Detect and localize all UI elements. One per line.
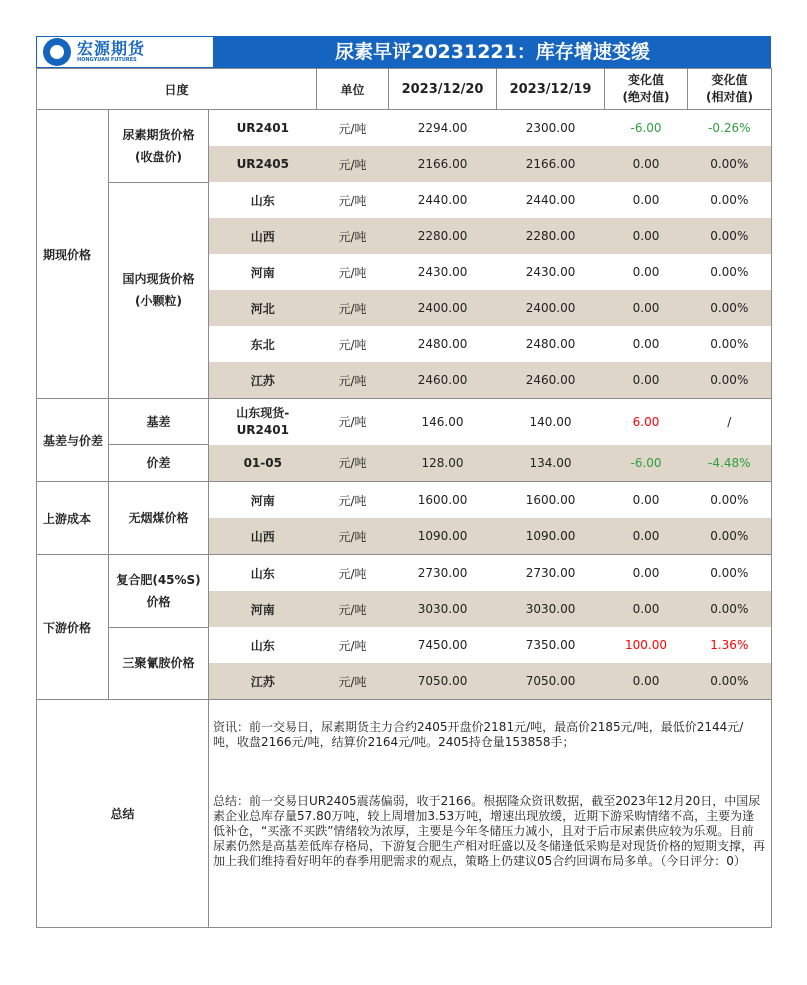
row-unit: 元/吨 — [338, 121, 367, 136]
row-item: 山东 — [250, 193, 275, 208]
group-upstream: 上游成本 — [37, 482, 109, 555]
row-unit: 元/吨 — [317, 591, 389, 627]
row-value-1: 3030.00 — [389, 591, 497, 627]
table-row — [37, 627, 772, 663]
row-rel-change: 0.00% — [688, 518, 772, 555]
row-item: 东北 — [250, 337, 275, 352]
row-rel-change: -0.26% — [688, 110, 772, 147]
row-value-2: 1600.00 — [497, 482, 605, 519]
row-item: 山东现货- UR2401 — [209, 399, 317, 445]
row-rel-change: 0.00% — [688, 218, 772, 254]
row-unit: 元/吨 — [338, 265, 367, 280]
row-unit: 元/吨 — [317, 218, 389, 254]
header-rel-change: 变化值 (相对值) — [688, 69, 772, 110]
table-row — [37, 399, 772, 445]
row-item: UR2405 — [209, 146, 317, 182]
group-basis-spread: 基差与价差 — [37, 399, 109, 482]
row-value-1: 2730.00 — [389, 555, 497, 592]
row-abs-change: 0.00 — [632, 265, 660, 279]
group-melamine: 三聚氰胺价格 — [109, 627, 209, 700]
row-unit: 元/吨 — [317, 445, 389, 482]
row-rel-change: / — [688, 399, 772, 445]
table-row — [37, 182, 772, 218]
summary-row — [37, 700, 772, 928]
row-abs-change: 0.00 — [605, 591, 688, 627]
summary-news: 资讯：前一交易日，尿素期货主力合约2405开盘价2181元/吨，最高价2185元/吨，最低价2144元/吨，收盘2166元/吨，结算价2164元/吨。2405持仓量153858手； — [213, 720, 744, 749]
row-unit: 元/吨 — [338, 193, 367, 208]
row-unit: 元/吨 — [317, 399, 389, 445]
row-abs-change: 0.00 — [632, 337, 660, 351]
report-sheet — [36, 36, 771, 928]
row-value-1: 1600.00 — [389, 482, 497, 519]
row-value-1: 2400.00 — [389, 290, 497, 326]
row-item: 山东 — [250, 638, 275, 653]
row-value-1: 7050.00 — [389, 663, 497, 700]
row-item: 河南 — [209, 482, 317, 519]
table-row — [37, 555, 772, 592]
row-item: UR2401 — [236, 121, 289, 135]
row-abs-change: 100.00 — [625, 638, 668, 652]
group-compound-fertilizer: 复合肥(45%S) 价格 — [109, 555, 209, 628]
price-table — [36, 68, 772, 928]
row-abs-change: 0.00 — [605, 362, 688, 399]
header-date-1: 2023/12/20 — [389, 69, 497, 110]
row-value-1: 2166.00 — [389, 146, 497, 182]
row-item: 山西 — [209, 518, 317, 555]
report-banner — [36, 36, 771, 68]
row-rel-change: 0.00% — [688, 362, 772, 399]
row-item: 河南 — [250, 265, 275, 280]
group-spread: 价差 — [109, 445, 209, 482]
row-rel-change: -4.48% — [688, 445, 772, 482]
row-item: 01-05 — [209, 445, 317, 482]
row-value-2: 2730.00 — [497, 555, 605, 592]
row-rel-change: 0.00% — [688, 290, 772, 326]
row-value-2: 2430.00 — [525, 265, 576, 279]
row-rel-change: 0.00% — [688, 663, 772, 700]
group-futures-spot: 期现价格 — [37, 110, 109, 399]
header-dimension: 日度 — [37, 69, 317, 110]
row-value-2: 2300.00 — [525, 121, 576, 135]
header-row — [37, 69, 772, 110]
row-item: 河南 — [209, 591, 317, 627]
row-item: 江苏 — [209, 362, 317, 399]
header-abs-change: 变化值 (绝对值) — [605, 69, 688, 110]
summary-label: 总结 — [37, 700, 209, 928]
row-unit: 元/吨 — [317, 518, 389, 555]
row-value-1: 128.00 — [389, 445, 497, 482]
table-row — [37, 445, 772, 482]
row-value-2: 3030.00 — [497, 591, 605, 627]
report-title: 尿素早评20231221：库存增速变缓 — [335, 41, 650, 63]
logo-chinese-name: 宏源期货 — [77, 39, 146, 58]
row-value-2: 2440.00 — [525, 193, 576, 207]
row-value-2: 1090.00 — [497, 518, 605, 555]
row-value-1: 1090.00 — [389, 518, 497, 555]
row-rel-change: 0.00% — [688, 254, 772, 290]
row-value-2: 7350.00 — [525, 638, 576, 652]
row-value-2: 7050.00 — [497, 663, 605, 700]
row-value-2: 2480.00 — [525, 337, 576, 351]
row-abs-change: 0.00 — [605, 218, 688, 254]
group-futures-price: 尿素期货价格 (收盘价) — [109, 110, 209, 183]
row-abs-change: 0.00 — [632, 193, 660, 207]
row-item: 山东 — [209, 555, 317, 592]
row-value-1: 2460.00 — [389, 362, 497, 399]
group-basis: 基差 — [109, 399, 209, 445]
row-value-1: 2294.00 — [417, 121, 468, 135]
row-value-1: 2280.00 — [389, 218, 497, 254]
row-rel-change: 0.00% — [688, 326, 772, 362]
row-unit: 元/吨 — [317, 663, 389, 700]
summary-content — [209, 700, 772, 928]
row-unit: 元/吨 — [317, 482, 389, 519]
row-abs-change: 0.00 — [605, 663, 688, 700]
row-value-1: 7450.00 — [417, 638, 468, 652]
row-abs-change: 0.00 — [605, 482, 688, 519]
row-unit: 元/吨 — [317, 362, 389, 399]
row-value-2: 134.00 — [497, 445, 605, 482]
row-item: 江苏 — [209, 663, 317, 700]
row-rel-change: 0.00% — [688, 555, 772, 592]
row-value-2: 2280.00 — [497, 218, 605, 254]
row-abs-change: 0.00 — [605, 290, 688, 326]
row-value-2: 2400.00 — [497, 290, 605, 326]
row-rel-change: 1.36% — [688, 627, 772, 663]
row-rel-change: 0.00% — [688, 591, 772, 627]
row-unit: 元/吨 — [338, 638, 367, 653]
group-anthracite: 无烟煤价格 — [109, 482, 209, 555]
row-item: 山西 — [209, 218, 317, 254]
row-abs-change: 0.00 — [605, 555, 688, 592]
row-value-2: 140.00 — [497, 399, 605, 445]
row-abs-change: 6.00 — [605, 399, 688, 445]
row-value-1: 2430.00 — [417, 265, 468, 279]
table-row — [37, 110, 772, 147]
row-abs-change: -6.00 — [605, 445, 688, 482]
row-value-1: 2480.00 — [417, 337, 468, 351]
row-unit: 元/吨 — [317, 555, 389, 592]
row-value-1: 2440.00 — [417, 193, 468, 207]
header-unit: 单位 — [317, 69, 389, 110]
row-rel-change: 0.00% — [688, 146, 772, 182]
header-date-2: 2023/12/19 — [497, 69, 605, 110]
row-rel-change: 0.00% — [688, 182, 772, 218]
group-spot-price: 国内现货价格 (小颗粒) — [109, 182, 209, 399]
row-abs-change: 0.00 — [605, 146, 688, 182]
row-value-2: 2166.00 — [497, 146, 605, 182]
row-abs-change: -6.00 — [630, 121, 662, 135]
row-unit: 元/吨 — [317, 290, 389, 326]
row-item: 河北 — [209, 290, 317, 326]
company-logo — [36, 36, 214, 68]
row-value-1: 146.00 — [389, 399, 497, 445]
row-abs-change: 0.00 — [605, 518, 688, 555]
logo-mark-icon — [43, 38, 71, 66]
row-rel-change: 0.00% — [688, 482, 772, 519]
group-downstream: 下游价格 — [37, 555, 109, 700]
logo-english-name: HONGYUAN FUTURES — [77, 57, 137, 63]
summary-conclusion: 总结：前一交易日UR2405震荡偏弱，收于2166。根据隆众资讯数据，截至2023年12月20日，中国尿素企业总库存量57.80万吨，较上周增加3.53万吨，增速出现放缓，近期下游采购情绪不高，主要为逢低补仓，“买涨不买跌”情绪较为浓厚，主要是今年冬储压力减小，且对于后市尿素供应较为乐观。目前尿素仍然是高基差低库存格局，下游复合肥生产相对旺盛以及冬储逢低采购是对现货价格的短期支撑，再加上我们维持看好明年的春季用肥需求的观点，策略上仍建议05合约回调布局多单。（今日评分：0） — [213, 794, 766, 868]
table-row — [37, 482, 772, 519]
row-value-2: 2460.00 — [497, 362, 605, 399]
row-unit: 元/吨 — [317, 146, 389, 182]
row-unit: 元/吨 — [338, 337, 367, 352]
